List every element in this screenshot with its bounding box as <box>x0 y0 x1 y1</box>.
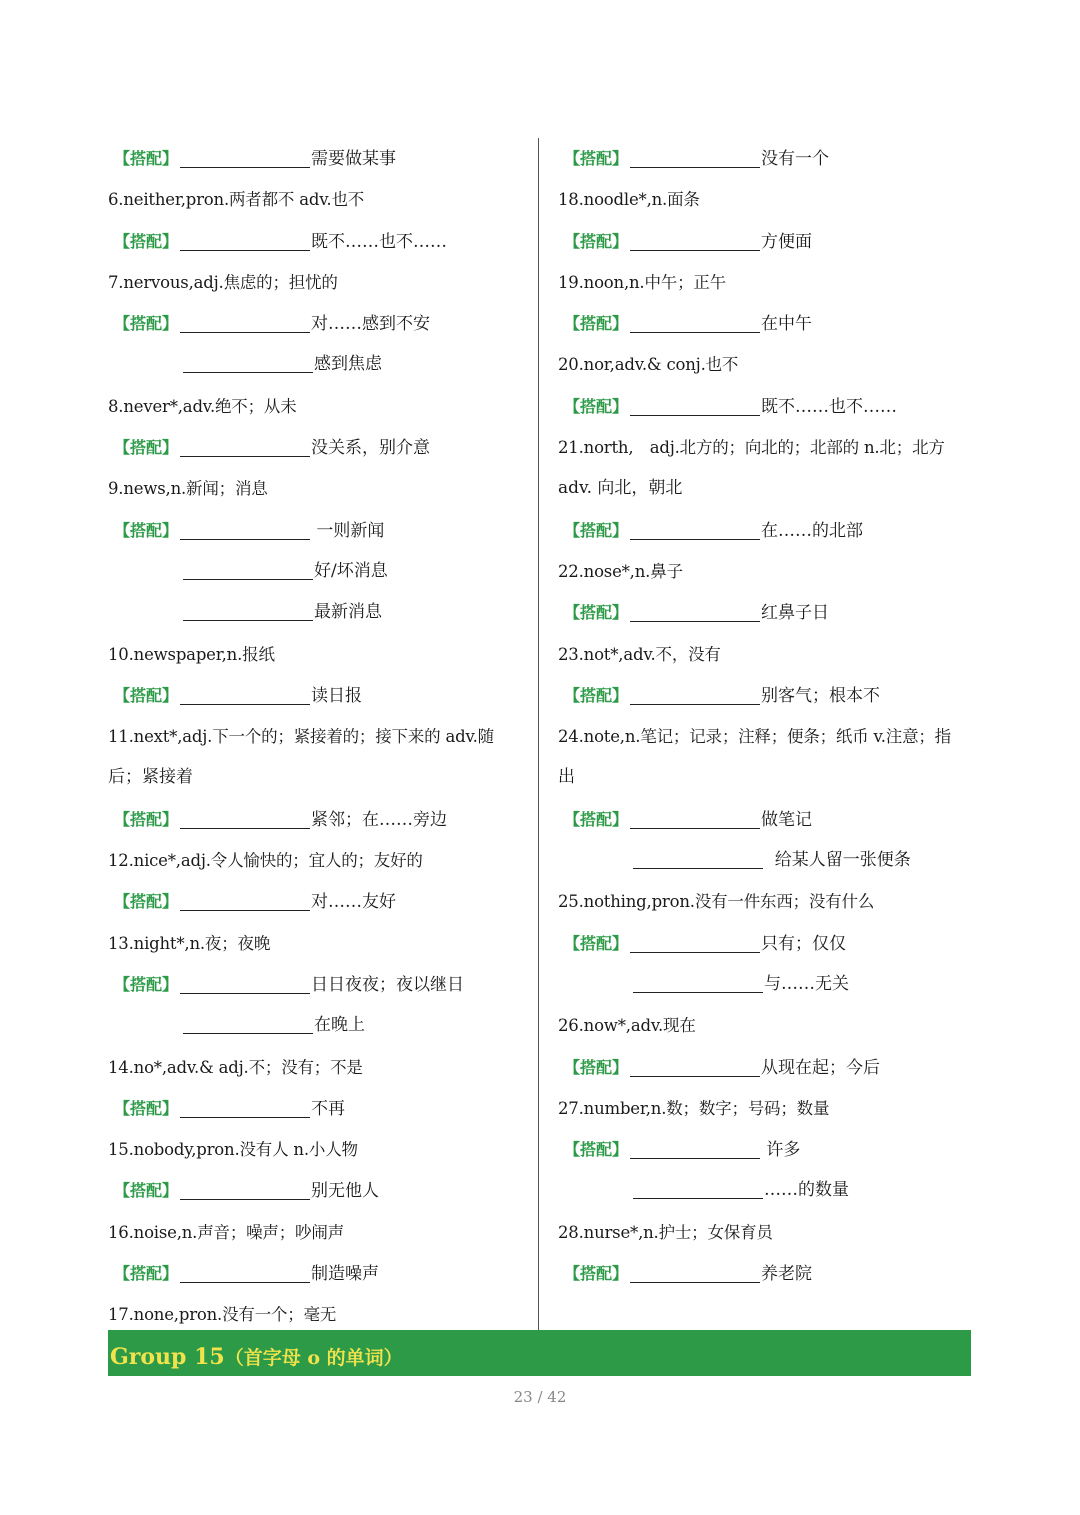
entry-headword <box>558 1005 978 1046</box>
entry-headword <box>108 923 528 964</box>
fill-in-blank <box>180 1282 310 1283</box>
collocation-tag: 【搭配】 <box>564 149 629 168</box>
line-text: 给某人留一张便条 <box>764 850 911 871</box>
entry-headword <box>108 386 528 427</box>
collocation-tag: 【搭配】 <box>114 1264 179 1284</box>
collocation-tag: 【搭配】 <box>114 231 179 251</box>
entry-headword <box>108 716 528 757</box>
entry-headword <box>108 840 528 881</box>
collocation-row <box>108 881 528 922</box>
collocation-row <box>108 138 528 179</box>
fill-in-blank <box>183 579 313 580</box>
collocation-tag: 【搭配】 <box>114 438 179 458</box>
collocation-tag: 【搭配】 <box>564 1140 629 1160</box>
collocation-row <box>558 138 978 179</box>
right-column <box>558 138 978 1294</box>
headword-text: 13.night*,n.夜；夜晚 <box>108 933 271 953</box>
headword-text: 6.neither,pron.两者都不 adv.也不 <box>108 190 365 210</box>
headword-text: 12.nice*,adj.令人愉快的；宜人的；友好的 <box>108 851 423 871</box>
line-text: 不再 <box>311 1098 345 1119</box>
entry-headword <box>108 1212 528 1253</box>
entry-continuation <box>558 468 978 509</box>
headword-text: 20.nor,adv.& conj.也不 <box>558 355 739 375</box>
line-text: 从现在起；今后 <box>761 1057 880 1078</box>
collocation-row <box>108 799 528 840</box>
line-text: 做笔记 <box>761 809 812 830</box>
collocation-row <box>558 592 978 633</box>
collocation-tag: 【搭配】 <box>114 520 179 540</box>
fill-in-blank <box>630 704 760 705</box>
entry-headword <box>108 1129 528 1170</box>
fill-in-blank <box>180 332 310 333</box>
group-title: Group 15 <box>110 1344 225 1370</box>
collocation-tag: 【搭配】 <box>564 685 629 705</box>
fill-in-blank <box>630 1282 760 1283</box>
collocation-row <box>558 1253 978 1294</box>
fill-in-blank <box>180 993 310 994</box>
entry-continuation <box>558 757 978 798</box>
fill-in-blank <box>630 621 760 622</box>
headword-text: 22.nose*,n.鼻子 <box>558 561 683 581</box>
line-text: 对……感到不安 <box>311 314 430 335</box>
collocation-tag: 【搭配】 <box>564 396 629 416</box>
line-text: 出 <box>558 767 575 788</box>
collocation-tag: 【搭配】 <box>114 809 179 829</box>
entry-headword <box>108 468 528 509</box>
headword-text: 23.not*,adv.不，没有 <box>558 644 721 664</box>
collocation-row <box>558 1047 978 1088</box>
entry-headword <box>558 262 978 303</box>
entry-headword <box>558 344 978 385</box>
collocation-row <box>558 510 978 551</box>
headword-text: 26.now*,adv.现在 <box>558 1016 696 1036</box>
line-text: 没有一个 <box>761 149 829 169</box>
left-column <box>108 138 528 1336</box>
line-text: 方便面 <box>761 231 812 252</box>
entry-headword <box>558 551 978 592</box>
fill-in-blank <box>630 539 760 540</box>
collocation-row <box>108 221 528 262</box>
collocation-row <box>108 592 528 633</box>
fill-in-blank <box>630 1076 760 1077</box>
collocation-tag: 【搭配】 <box>114 892 179 912</box>
fill-in-blank <box>180 704 310 705</box>
headword-text: 15.nobody,pron.没有人 n.小人物 <box>108 1140 358 1160</box>
line-text: 一则新闻 <box>311 520 385 541</box>
collocation-row <box>108 510 528 551</box>
fill-in-blank <box>630 828 760 829</box>
collocation-tag: 【搭配】 <box>564 933 629 953</box>
collocation-row <box>558 675 978 716</box>
collocation-row <box>108 1170 528 1211</box>
line-text: 没关系，别介意 <box>311 438 430 459</box>
line-text: 后；紧接着 <box>108 767 193 788</box>
collocation-row <box>108 551 528 592</box>
page-number: 23 / 42 <box>513 1388 567 1406</box>
line-text: 读日报 <box>311 685 362 706</box>
collocation-row <box>558 303 978 344</box>
fill-in-blank <box>180 1117 310 1118</box>
headword-text: 17.none,pron.没有一个；毫无 <box>108 1305 337 1325</box>
headword-text: 8.never*,adv.绝不；从未 <box>108 396 297 416</box>
entry-headword <box>108 262 528 303</box>
line-text: 在晚上 <box>314 1015 365 1036</box>
collocation-tag: 【搭配】 <box>114 974 179 994</box>
collocation-row <box>558 840 978 881</box>
fill-in-blank <box>180 539 310 540</box>
collocation-tag: 【搭配】 <box>564 231 629 251</box>
fill-in-blank <box>630 332 760 333</box>
line-text: 紧邻；在……旁边 <box>311 809 447 830</box>
headword-text: 24.note,n.笔记；记录；注释；便条；纸币 v.注意；指 <box>558 727 951 747</box>
line-text: 日日夜夜；夜以继日 <box>311 974 464 995</box>
fill-in-blank <box>180 828 310 829</box>
line-text: ……的数量 <box>764 1180 849 1201</box>
line-text: 别无他人 <box>311 1181 379 1202</box>
collocation-row <box>108 1088 528 1129</box>
line-text: 许多 <box>761 1140 801 1161</box>
collocation-row <box>558 386 978 427</box>
line-text: 制造噪声 <box>311 1264 379 1285</box>
entry-headword <box>108 634 528 675</box>
fill-in-blank <box>180 910 310 911</box>
entry-continuation <box>108 757 528 798</box>
collocation-row <box>108 1005 528 1046</box>
fill-in-blank <box>630 952 760 953</box>
collocation-row <box>558 1129 978 1170</box>
headword-text: 11.next*,adj.下一个的；紧接着的；接下来的 adv.随 <box>108 727 494 747</box>
fill-in-blank <box>180 456 310 457</box>
entry-headword <box>558 716 978 757</box>
line-text: adv. 向北，朝北 <box>558 478 683 499</box>
fill-in-blank <box>183 372 313 373</box>
collocation-tag: 【搭配】 <box>564 314 629 334</box>
collocation-tag: 【搭配】 <box>114 685 179 705</box>
line-text: 只有；仅仅 <box>761 933 846 954</box>
line-text: 红鼻子日 <box>761 603 829 624</box>
headword-text: 10.newspaper,n.报纸 <box>108 644 275 664</box>
collocation-row <box>108 344 528 385</box>
entry-headword <box>558 427 978 468</box>
collocation-row <box>108 675 528 716</box>
entry-headword <box>558 1212 978 1253</box>
headword-text: 16.noise,n.声音；噪声；吵闹声 <box>108 1222 344 1242</box>
fill-in-blank <box>180 250 310 251</box>
headword-text: 27.number,n.数；数字；号码；数量 <box>558 1098 830 1118</box>
collocation-tag: 【搭配】 <box>564 520 629 540</box>
line-text: 既不……也不…… <box>761 396 897 417</box>
fill-in-blank <box>180 167 310 168</box>
collocation-tag: 【搭配】 <box>564 809 629 829</box>
collocation-tag: 【搭配】 <box>114 1181 179 1201</box>
line-text: 最新消息 <box>314 602 382 623</box>
entry-headword <box>108 179 528 220</box>
fill-in-blank <box>630 167 760 168</box>
collocation-row <box>108 1253 528 1294</box>
line-text: 感到焦虑 <box>314 354 382 375</box>
line-text: 别客气；根本不 <box>761 685 880 706</box>
fill-in-blank <box>633 868 763 869</box>
entry-headword <box>558 634 978 675</box>
fill-in-blank <box>633 1198 763 1199</box>
fill-in-blank <box>183 1033 313 1034</box>
group-banner <box>108 1330 971 1376</box>
collocation-tag: 【搭配】 <box>114 1098 179 1118</box>
line-text: 与……无关 <box>764 973 849 994</box>
fill-in-blank <box>630 250 760 251</box>
fill-in-blank <box>633 992 763 993</box>
column-divider <box>538 138 539 1330</box>
line-text: 好/坏消息 <box>314 560 388 581</box>
headword-text: 28.nurse*,n.护士；女保育员 <box>558 1222 773 1242</box>
line-text: 既不……也不…… <box>311 231 447 252</box>
headword-text: 19.noon,n.中午；正午 <box>558 272 726 292</box>
headword-text: 25.nothing,pron.没有一件东西；没有什么 <box>558 892 875 912</box>
fill-in-blank <box>630 415 760 416</box>
line-text: 对……友好 <box>311 892 396 913</box>
collocation-tag: 【搭配】 <box>564 603 629 623</box>
headword-text: 18.noodle*,n.面条 <box>558 190 700 210</box>
collocation-row <box>108 427 528 468</box>
line-text: 在中午 <box>761 314 812 335</box>
collocation-tag: 【搭配】 <box>114 314 179 334</box>
line-text: 在……的北部 <box>761 520 863 541</box>
headword-text: 21.north, adj.北方的；向北的；北部的 n.北；北方 <box>558 438 945 458</box>
collocation-row <box>558 964 978 1005</box>
entry-headword <box>108 1047 528 1088</box>
headword-text: 7.nervous,adj.焦虑的；担忧的 <box>108 272 338 292</box>
line-text: 需要做某事 <box>311 149 396 169</box>
fill-in-blank <box>180 1199 310 1200</box>
collocation-row <box>108 964 528 1005</box>
entry-headword <box>558 1088 978 1129</box>
entry-headword <box>558 881 978 922</box>
collocation-row <box>558 923 978 964</box>
collocation-row <box>558 1170 978 1211</box>
line-text: 养老院 <box>761 1264 812 1285</box>
headword-text: 9.news,n.新闻；消息 <box>108 479 268 499</box>
collocation-tag: 【搭配】 <box>114 149 179 168</box>
collocation-tag: 【搭配】 <box>564 1057 629 1077</box>
collocation-tag: 【搭配】 <box>564 1264 629 1284</box>
collocation-row <box>108 303 528 344</box>
group-subtitle: （首字母 o 的单词） <box>224 1347 403 1369</box>
collocation-row <box>558 799 978 840</box>
collocation-row <box>558 221 978 262</box>
fill-in-blank <box>630 1158 760 1159</box>
fill-in-blank <box>183 620 313 621</box>
entry-headword <box>558 179 978 220</box>
headword-text: 14.no*,adv.& adj.不；没有；不是 <box>108 1057 363 1077</box>
